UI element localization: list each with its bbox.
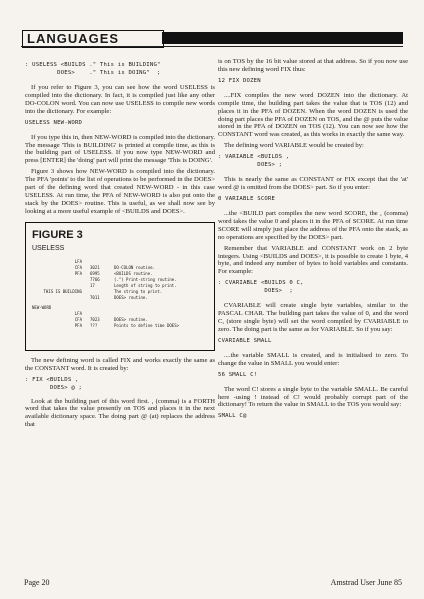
code-cvariable-definition: : CVARIABLE <BUILDS 0 C, DOES> ; [218,280,304,295]
code-useless-newword: USELESS NEW-WORD [25,119,83,126]
figure-row: CFA 7023 DOES> routine. [74,316,148,322]
paragraph: The new defining word is called FIX and works exactly the same as the CONSTANT word. It is created by: [25,356,215,372]
code-variable-score: 0 VARIABLE SCORE [218,195,276,202]
figure-subtitle: USELESS [32,244,65,252]
figure-row: LFA [74,310,82,316]
paragraph: The word C! stores a single byte to the variable SMALL. Be careful here -using ! instead of C! would probably corrupt part of the dictionary! To return the value in SMALL to the TOS you would say: [218,385,408,409]
figure-row: 7011 DOES> routine. [90,294,148,300]
code-useless-definition: : USELESS <BUILDS ." This is BUILDING" DOES> ." This is DOING" ; [25,62,161,76]
header-rule [21,46,403,47]
code-small-fetch: SMALL C@ [218,413,247,420]
paragraph: ....FIX compiles the new word DOZEN into the dictionary. At compile time, the building part takes the value that is TOS (12) and places it in the PFA of DOZEN. When the word DOZEN is used the doing part places the PFA of DOZEN on TOS, and the @ puts the value stored in the PFA of DOZEN on TOS (12). You can now see how the CONSTANT word was created, as this works in exactly the same way. [218,91,408,139]
paragraph: is on TOS by the 16 bit value stored at that address. So if you now use this new defining word FIX thus: [218,58,408,73]
paragraph: The defining word VARIABLE would be created by: [224,142,364,150]
paragraph: CVARIABLE will create single byte variables, similar to the PASCAL CHAR. The building part takes the value of 0, and the word C, (store single byte) will set the word compiled by CVARIABLE to zero. The doing part is the same as for VARIABLE. So if you say: [218,302,408,333]
paragraph: Look at the building part of this word first. , (comma) is a FORTH word that takes the value presently on TOS and places it in the next available dictionary space. The doing part @ (at) replaces the address that [25,397,215,429]
figure-table [32,259,208,329]
code-fix-dozen: 12 FIX DOZEN [218,77,261,84]
code-cvariable-small: CVARIABLE SMALL [218,337,272,344]
publication-footer: Amstrad User June 85 [330,578,402,587]
figure-row: 17 Length of string to print. [90,282,177,288]
paragraph: If you type this in, then NEW-WORD is compiled into the dictionary. The message 'This is BUILDING' is printed at compile time, as this is the building part of USELESS. If you now type NEW-WORD and press [ENTER] the 'doing' part will print the message 'This is DOING'. [25,133,215,165]
paragraph: This is nearly the same as CONSTANT or FIX except that the 'at' word @ is omitted from the DOES> part. So if you enter: [218,176,408,192]
header-bar [162,32,403,44]
code-fix-definition: : FIX <BUILDS , DOES> @ ; [25,376,83,391]
figure-row: LFA [74,258,82,264]
code-small-store: 56 SMALL C! [218,371,258,378]
figure-row: PFA 6995 <BUILDS routine. [74,270,153,276]
figure-row: THIS IS BUILDING The string to print. [43,288,163,294]
page-number: Page 20 [24,578,50,587]
figure-row: CFA 3021 DO-COLON routine. [74,264,155,270]
figure-row: PFA ??? Points to define time DOES> [74,322,180,328]
paragraph: ....the variable SMALL is created, and is initialised to zero. To change the value in SMALL you would enter: [218,351,408,367]
code-variable-definition: : VARIABLE <BUILDS , DOES> ; [218,154,290,169]
figure-row: 7766 (.") Print-string routine. [90,276,177,282]
figure-newword-heading: NEW-WORD [32,304,52,310]
paragraph: If you refer to Figure 3, you can see how the word USELESS is compiled into the dictionary. In fact, it is compiled just like any other DO-COLON word. You can now use USELESS to compile new words into the dictionary. For example: [25,84,215,115]
right-column [218,58,408,427]
section-label: LANGUAGES [22,30,164,48]
figure-title: FIGURE 3 [32,228,83,241]
paragraph: ...the <BUILD part compiles the new word SCORE, the , (comma) word takes the value 0 and places it in the PFA of SCORE. At run time SCORE will simply just place the address of the PFA onto the stack, as no operations are specified by the DOES> part. [218,209,408,241]
paragraph: Figure 3 shows how NEW-WORD is compiled into the dictionary. The PFA 'points' to the list of operations to be performed in the DOES> part of the defining word that created NEW-WORD - in this case USELESS. At run time, the PFA of NEW-WORD is also put onto the stack by the DOES> routine. This is useful, as we shall now see by looking at a more useful example of <BUILDS and DOES>. [25,168,215,215]
figure-3 [25,222,215,351]
paragraph: Remember that VARIABLE and CONSTANT work on 2 byte integers. Using <BUILDS and DOES>, it is possible to create 1 byte, 4 byte, and indeed any number of bytes to hold variables and constants. For example: [218,244,408,276]
left-column [25,58,215,432]
